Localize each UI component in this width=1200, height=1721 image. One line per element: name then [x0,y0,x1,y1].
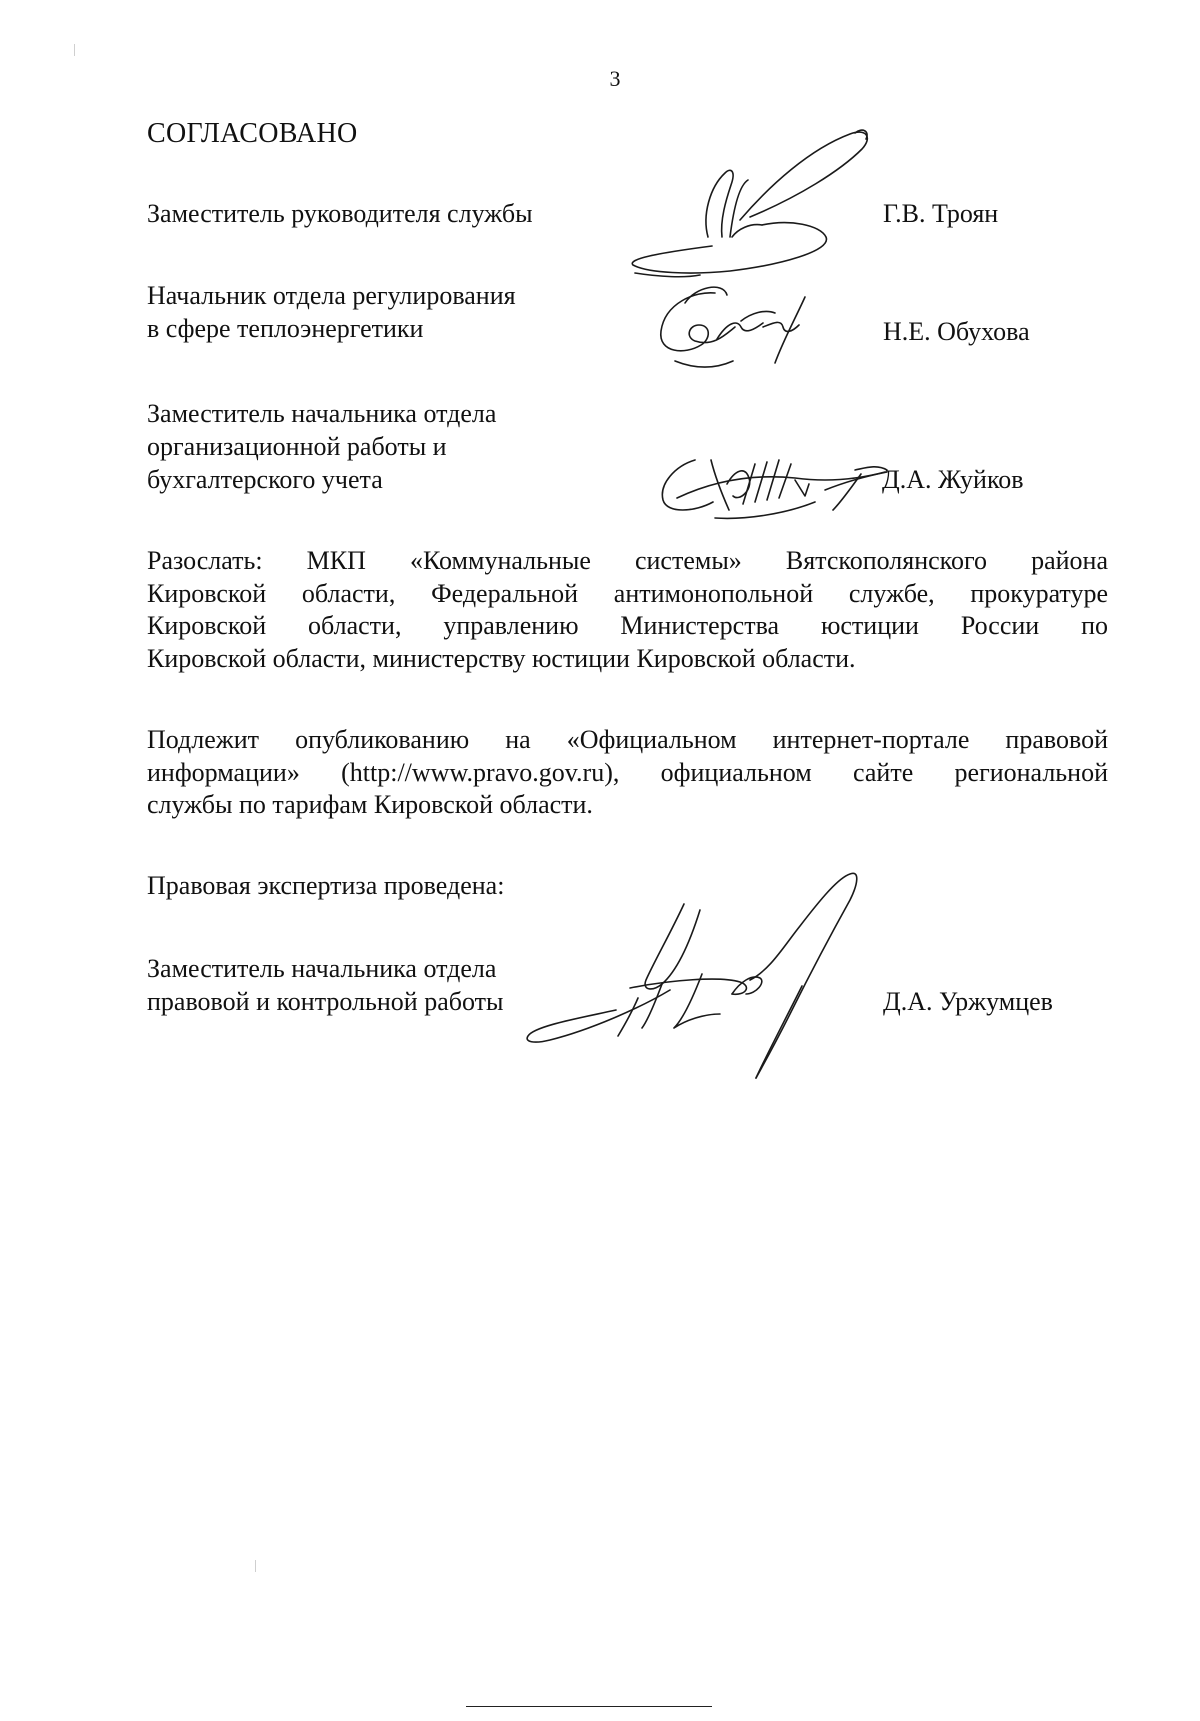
publication-line: информации» (http://www.pravo.gov.ru), официальном сайте региональной [147,757,1108,787]
approver-title-line: организационной работы и [147,432,447,461]
approver-title-line: в сфере теплоэнергетики [147,314,424,343]
approver-title-3 [147,397,496,496]
signature-urzhumtsev [520,870,880,1085]
signature-troyan [630,125,870,290]
legal-reviewer-title-line: правовой и контрольной работы [147,987,504,1016]
legal-reviewer-title-line: Заместитель начальника отдела [147,954,497,983]
legal-reviewer-name: Д.А. Уржумцев [883,987,1053,1016]
approver-name-2: Н.Е. Обухова [883,317,1030,346]
approval-heading: СОГЛАСОВАНО [147,118,358,149]
publication-line: Подлежит опубликованию на «Официальном интернет-портале правовой [147,725,1108,754]
approver-title-2 [147,279,516,345]
publication-line: службы по тарифам Кировской области. [147,790,593,819]
signature-obukhova [655,283,825,378]
distribution-line: Кировской области, управлению Министерства юстиции России по [147,611,1108,640]
scan-speck [255,1560,256,1572]
distribution-paragraph [147,545,1108,675]
footer-rule [466,1706,712,1707]
scan-speck [74,44,75,56]
distribution-line: Кировской области, Федеральной антимонопольной службе, прокуратуре [147,578,1108,608]
legal-reviewer-title [147,952,503,1018]
approver-title-line: Заместитель начальника отдела [147,399,497,428]
signature-zhuykov [655,440,895,530]
approver-name-1: Г.В. Троян [883,199,999,228]
legal-review-text: Правовая экспертиза проведена: [147,871,505,900]
approver-title-line: Начальник отдела регулирования [147,281,516,310]
distribution-line: Разослать: МКП «Коммунальные системы» Вятскополянского района [147,546,1108,575]
approver-title-line: Заместитель руководителя службы [147,199,533,228]
approver-title-line: бухгалтерского учета [147,465,383,494]
approver-name-3: Д.А. Жуйков [882,465,1024,494]
publication-paragraph [147,724,1108,822]
approver-title-1 [147,197,533,230]
page-number: 3 [609,66,621,91]
distribution-line: Кировской области, министерству юстиции Кировской области. [147,643,856,673]
legal-review-statement [147,869,504,902]
